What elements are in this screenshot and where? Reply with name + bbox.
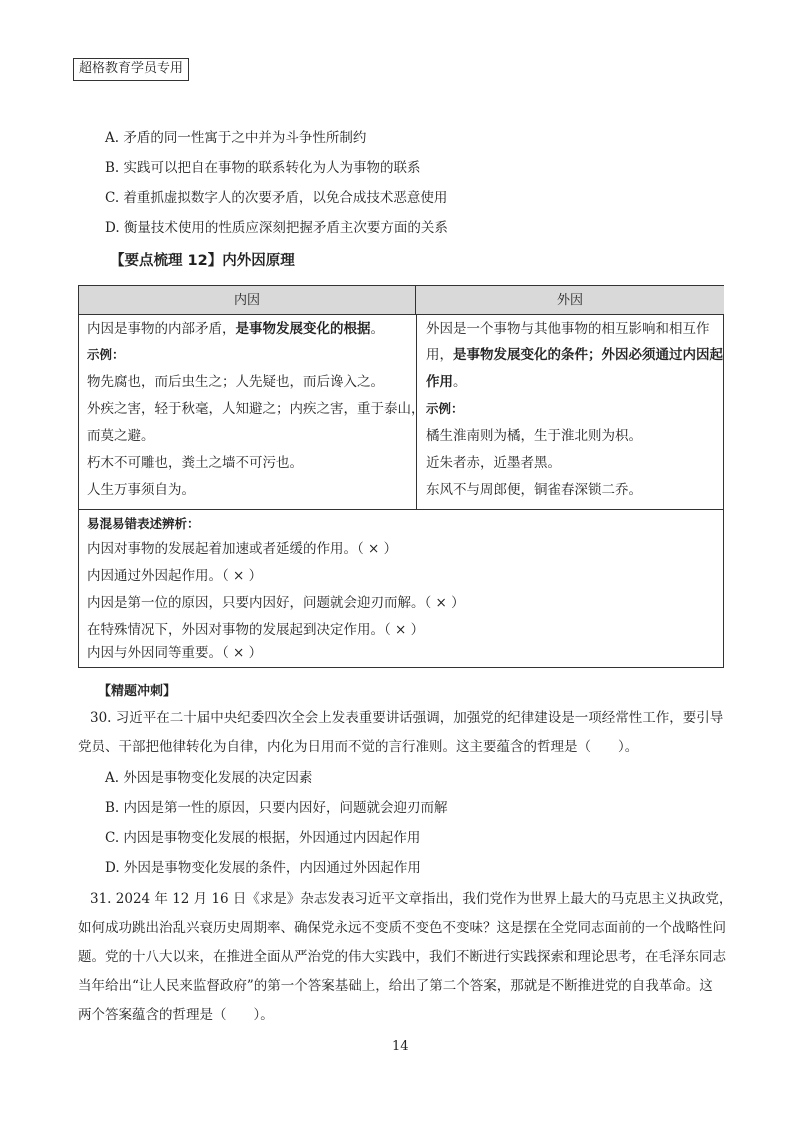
prev-option-c: C. 着重抓虚拟数字人的次要矛盾，以免合成技术恶意使用 xyxy=(105,190,448,206)
q30-option-b: B. 内因是第一性的原因，只要内因好，问题就会迎刃而解 xyxy=(105,800,448,816)
right-intro-2a: 用， xyxy=(426,347,453,363)
confusion-title: 易混易错表述辨析： xyxy=(87,516,200,531)
confusion-item-1: 内因对事物的发展起着加速或者延缓的作用。（ × ） xyxy=(87,541,398,557)
watermark-header-label: 超格教育学员专用 xyxy=(73,58,189,81)
table-header-internal: 内因 xyxy=(79,286,416,315)
section-heading: 【要点梳理 12】内外因原理 xyxy=(110,253,295,269)
right-intro-3-bold: 作用 xyxy=(426,374,453,390)
q30-option-c: C. 内因是事物变化发展的根据，外因通过内因起作用 xyxy=(105,830,421,846)
prev-option-d: D. 衡量技术使用的性质应深刻把握矛盾主次要方面的关系 xyxy=(105,220,448,236)
q30-line-1: 30. 习近平在二十届中央纪委四次全会上发表重要讲话强调，加强党的纪律建设是一项经常性工作，要引导 xyxy=(90,710,724,726)
left-example-1: 物先腐也，而后虫生之；人先疑也，而后谗入之。 xyxy=(87,374,384,390)
right-example-label: 示例： xyxy=(426,401,464,416)
confusion-item-3: 内因是第一位的原因，只要内因好，问题就会迎刃而解。（ × ） xyxy=(87,595,465,611)
q31-line-2: 如何成功跳出治乱兴衰历史周期率、确保党永远不变质不变色不变味？这是摆在全党同志面前的一个战略性问 xyxy=(78,920,726,936)
q31-line-4: 当年给出“让人民来监督政府”的第一个答案基础上，给出了第二个答案，那就是不断推进党的自我革命。这 xyxy=(78,978,713,994)
right-intro-3 xyxy=(426,372,467,392)
confusion-item-4: 在特殊情况下，外因对事物的发展起到决定作用。（ × ） xyxy=(87,622,425,638)
q30-option-d: D. 外因是事物变化发展的条件，内因通过外因起作用 xyxy=(105,860,421,876)
left-example-label: 示例： xyxy=(87,347,125,362)
q30-line-2: 党员、干部把他律转化为自律，内化为日用而不觉的言行准则。这主要蕴含的哲理是（ ）。 xyxy=(78,739,639,755)
left-example-2: 外疾之害，轻于秋毫，人知避之；内疾之害，重于泰山， xyxy=(87,401,425,417)
practice-section-title: 【精题冲刺】 xyxy=(98,684,177,699)
right-intro-1: 外因是一个事物与其他事物的相互影响和相互作 xyxy=(426,321,710,337)
left-intro-bold: 是事物发展变化的根据 xyxy=(235,321,371,337)
right-example-2: 近朱者赤，近墨者黑。 xyxy=(426,455,561,471)
left-example-4: 朽木不可雕也，粪土之墙不可污也。 xyxy=(87,455,303,471)
q31-line-5: 两个答案蕴含的哲理是（ ）。 xyxy=(78,1007,274,1023)
left-example-5: 人生万事须自为。 xyxy=(87,482,195,498)
confusion-item-5: 内因与外因同等重要。（ × ） xyxy=(87,645,263,661)
left-example-3: 而莫之避。 xyxy=(87,428,155,444)
left-intro-end: 。 xyxy=(370,321,384,337)
page-number: 14 xyxy=(392,1039,409,1054)
row-divider xyxy=(79,509,723,510)
left-intro-text: 内因是事物的内部矛盾， xyxy=(87,321,236,337)
q30-option-a: A. 外因是事物变化发展的决定因素 xyxy=(105,770,313,786)
q31-line-3: 题。党的十八大以来，在推进全面从严治党的伟大实践中，我们不断进行实践探索和理论思考，在毛泽东同志 xyxy=(78,949,726,965)
left-intro xyxy=(87,319,384,339)
right-example-1: 橘生淮南则为橘，生于淮北则为枳。 xyxy=(426,428,642,444)
table-header-external: 外因 xyxy=(416,286,724,315)
confusion-item-2: 内因通过外因起作用。（ × ） xyxy=(87,568,263,584)
prev-option-b: B. 实践可以把自在事物的联系转化为人为事物的联系 xyxy=(105,160,421,176)
comparison-table xyxy=(78,285,724,668)
right-intro-2 xyxy=(426,345,723,365)
prev-option-a: A. 矛盾的同一性寓于之中并为斗争性所制约 xyxy=(105,130,367,146)
right-example-3: 东风不与周郎便，铜雀春深锁二乔。 xyxy=(426,482,642,498)
right-intro-3-end: 。 xyxy=(453,374,467,390)
q31-line-1: 31. 2024 年 12 月 16 日《求是》杂志发表习近平文章指出，我们党作为世界上最大的马克思主义执政党， xyxy=(90,891,733,907)
right-intro-2b: 是事物发展变化的条件；外因必须通过内因起 xyxy=(453,347,723,363)
